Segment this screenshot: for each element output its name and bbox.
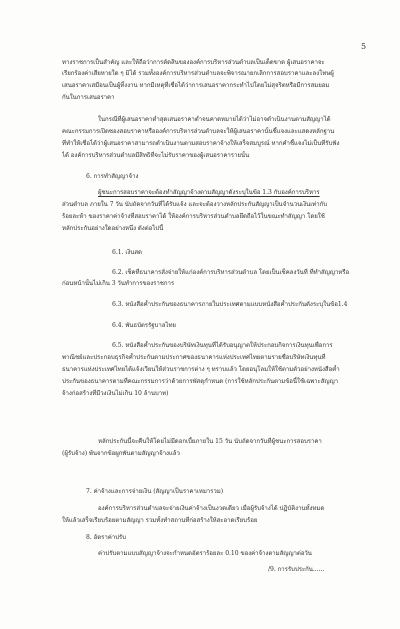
text-line: เสนอราคาเสมือนเป็นผู้ทิ้งงาน หากมีเหตุที่เชื่อได้ว่าการเสนอราคากระทำไปโดยไม่สุจริตหรือมีการสมยอม (62, 82, 330, 89)
text-line: ทางราชการเป็นสำคัญ และให้ถือว่าการตัดสินขององค์การบริหารส่วนตำบลเป็นเด็ดขาด ผู้เสนอราคาจะ (62, 59, 325, 66)
text-line: ร้อยละห้า ของราคาค่าจ้างที่สอบราคาได้ ให้องค์การบริหารส่วนตำบลยึดถือไว้ในขณะทำสัญญา โดยใช้ (62, 213, 325, 220)
section-heading: 6. การทำสัญญาจ้าง (86, 173, 139, 180)
text-line: ให้แล้วเสร็จเรียบร้อยตามสัญญา รวมทั้งทำสถานที่ก่อสร้างให้สะอาดเรียบร้อย (62, 517, 258, 524)
text-line: หลักประกันอย่างใดอย่างหนึ่ง ดังต่อไปนี้ (62, 225, 164, 232)
text-line: ที่ทำให้เชื่อได้ว่าผู้เสนอราคาสามารถดำเนินงานตามสอบราคาจ้างให้เสร็จสมบูรณ์ หากคำชี้แจงไม่เป็นที่รับฟัง (62, 140, 340, 147)
text-line: องค์การบริหารส่วนตำบลจะจ่ายเงินค่าจ้างเป็นงวดเดียว เมื่อผู้รับจ้างได้ ปฏิบัติงานทั้งหมด (98, 505, 325, 512)
text-line: ผู้ชนะการสอบราคาจะต้องทำสัญญาจ้างตามสัญญาดังระบุในข้อ 1.3 กับองค์การบริหาร (98, 189, 320, 196)
text-line: จ้างก่อสร้างที่มีวงเงินไม่เกิน 10 ล้านบาท) (62, 390, 169, 397)
list-item: 6.1. เงินสด (112, 249, 142, 256)
list-item: 6.4. พันธบัตรรัฐบาลไทย (112, 322, 176, 329)
text-line: หลักประกันนี้จะคืนให้โดยไม่มีดอกเบี้ยภายใน 15 วัน นับถัดจากวันที่ผู้ชนะการสอบราคา (98, 438, 322, 445)
text-line: ค่าปรับตามแบบสัญญาจ้างจะกำหนดอัตราร้อยละ 0.10 ของค่าจ้างตามสัญญาต่อวัน (98, 550, 312, 557)
text-line: เรียกร้องค่าเสียหายใด ๆ มิได้ รวมทั้งองค์การบริหารส่วนตำบลจะพิจารณายกเลิกการสอบราคาและลงโทษผู้ (62, 70, 334, 77)
text-line: ได้ องค์การบริหารส่วนตำบลมีสิทธิที่จะไม่รับราคาของผู้เสนอราคารายนั้น (62, 152, 250, 159)
list-item: 6.2. เช็คที่ธนาคารสั่งจ่ายให้แก่องค์การบริหารส่วนตำบล โดยเป็นเช็คลงวันที่ ที่ทำสัญญาหรือ (112, 269, 350, 276)
text-line: ในกรณีที่ผู้เสนอราคาต่ำสุดเสนอราคาต่ำจนคาดหมายได้ว่าไม่อาจดำเนินงานตามสัญญาได้ (98, 116, 331, 123)
section-heading: 7. ค่าจ้างและการจ่ายเงิน (สัญญาเป็นราคาเหมารวม) (86, 488, 224, 495)
text-line: ส่วนตำบล ภายใน 7 วัน นับถัดจากวันที่ได้รับแจ้ง และจะต้องวางหลักประกันสัญญาเป็นจำนวนเงินเท่ากับ (62, 201, 328, 208)
text-line: ประกันของธนาคารตามที่คณะกรรมการว่าด้วยการพัสดุกำหนด (การใช้หลักประกันตามข้อนี้ใช้เฉพาะสัญญา (62, 378, 339, 385)
list-item: 6.3. หนังสือค้ำประกันของธนาคารภายในประเทศตามแบบหนังสือค้ำประกันดังระบุในข้อ1.4 (112, 301, 348, 308)
text-line: ธนาคารแห่งประเทศไทยได้แจ้งเวียนให้ส่วนราชการต่าง ๆ ทราบแล้ว โดยอนุโลมให้ใช้ตามตัวอย่างหนังสือค้ำ (62, 366, 340, 373)
continuation-marker: /9. การรับประกัน...... (268, 566, 325, 573)
text-line: คณะกรรมการเปิดซองสอบราคาหรือองค์การบริหารส่วนตำบลจะให้ผู้เสนอราคานั้นชี้แจงและแสดงหลักฐาน (62, 128, 335, 135)
section-heading: 8. อัตราค่าปรับ (86, 534, 126, 541)
list-item: 6.5. หนังสือค้ำประกันของบริษัทเงินทุนที่ได้รับอนุญาตให้ประกอบกิจการเงินทุนเพื่อการ (112, 342, 333, 349)
text-line: ก่อนหน้านั้นไม่เกิน 3 วันทำการของราชการ (62, 280, 175, 287)
text-line: (ผู้รับจ้าง) พ้นจากข้อผูกพันตามสัญญาจ้างแล้ว (62, 450, 180, 457)
text-line: พาณิชย์และประกอบธุรกิจค้ำประกันตามประกาศของธนาคารแห่งประเทศไทยตามรายชื่อบริษัทเงินทุนที่ (62, 354, 326, 361)
page-number: 5 (361, 42, 367, 51)
text-line: กันในการเสนอราคา (62, 94, 115, 101)
